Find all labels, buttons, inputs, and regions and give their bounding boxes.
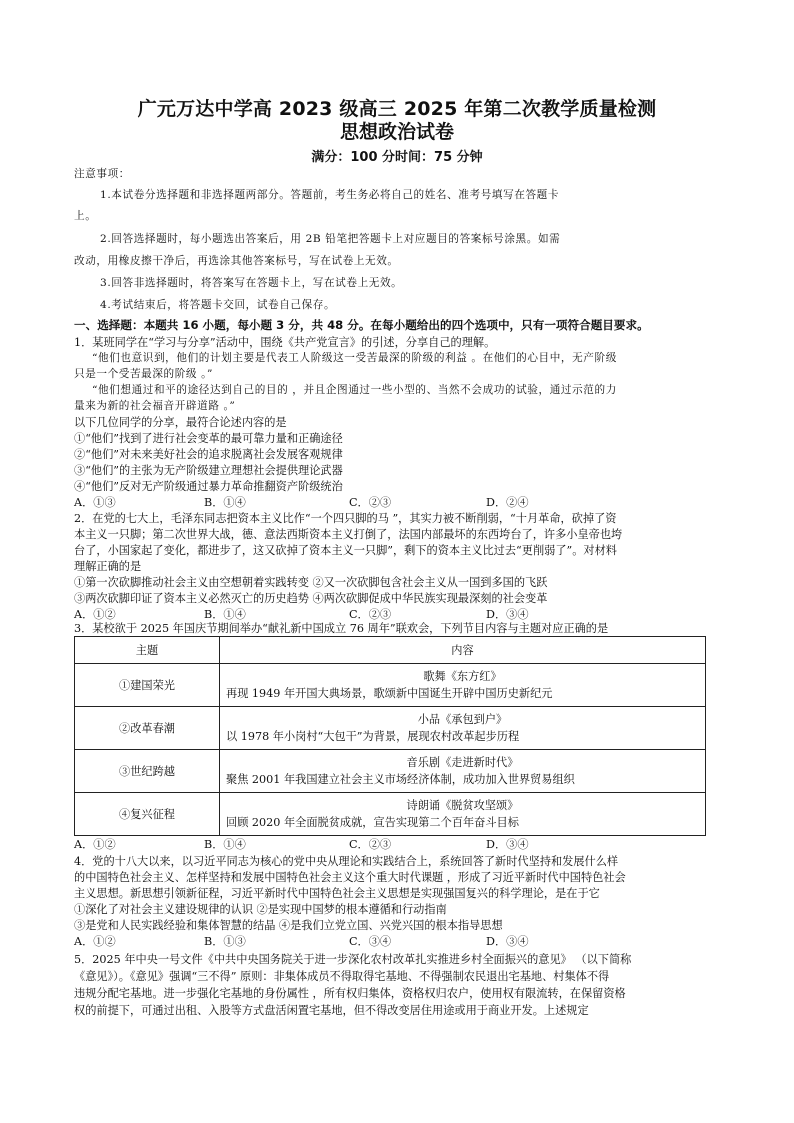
table-header-row bbox=[75, 637, 706, 664]
q4-option-d[interactable]: D．③④ bbox=[486, 935, 529, 948]
table-row bbox=[75, 793, 706, 836]
q4-stem-3: 主义思想。新思想引领新征程，习近平新时代中国特色社会主义思想是实现强国复兴的科学理论，是在于它 bbox=[74, 887, 600, 900]
q4-option-b[interactable]: B．①③ bbox=[204, 935, 246, 948]
q1-option-c[interactable]: C．②③ bbox=[349, 496, 392, 509]
exam-title: 广元万达中学高 2023 级高三 2025 年第二次教学质量检测 bbox=[137, 98, 657, 120]
q4-stem-2: 的中国特色社会主义、怎样坚持和发展中国特色社会主义这个重大时代课题 ，形成了习近平新时代中国特色社会 bbox=[74, 871, 626, 884]
q1-lead: 以下几位同学的分享，最符合论述内容的是 bbox=[74, 416, 287, 429]
q1-statement-2: ②“他们”对未来美好社会的追求脱离社会发展客观规律 bbox=[74, 448, 343, 461]
row-content bbox=[220, 793, 706, 836]
q2-option-a[interactable]: A．①② bbox=[74, 608, 116, 621]
row-desc: 再现 1949 年开国大典场景，歌颂新中国诞生开辟中国历史新纪元 bbox=[226, 687, 553, 700]
q5-stem-1: 5．2025 年中央一号文件《中共中央国务院关于进一步深化农村改革扎实推进乡村全面振兴的意见》 （以下简称 bbox=[74, 953, 632, 966]
q1-option-d[interactable]: D．②④ bbox=[486, 496, 529, 509]
row-title: 歌舞《东方红》 bbox=[423, 670, 502, 683]
row-title: 小品《承包到户》 bbox=[417, 713, 508, 726]
row-desc: 以 1978 年小岗村“大包干”为背景，展现农村改革起步历程 bbox=[226, 730, 520, 743]
q2-stem-1: 2．在党的七大上，毛泽东同志把资本主义比作“一个四只脚的马 ”，其实力被不断削弱，“十月革命，砍掉了资 bbox=[74, 512, 617, 525]
row-desc: 回顾 2020 年全面脱贫成就，宣告实现第二个百年奋斗目标 bbox=[226, 816, 519, 829]
row-content bbox=[220, 664, 706, 707]
q4-option-c[interactable]: C．③④ bbox=[349, 935, 392, 948]
row-content bbox=[220, 707, 706, 750]
table-row bbox=[75, 750, 706, 793]
q1-statement-3: ③“他们”的主张为无产阶级建立理想社会提供理论武器 bbox=[74, 464, 343, 477]
q4-statements-34: ③是党和人民实践经验和集体智慧的结晶 ④是我们立党立国、兴党兴国的根本指导思想 bbox=[74, 919, 503, 932]
exam-subject: 思想政治试卷 bbox=[339, 121, 454, 143]
row-theme: ①建国荣光 bbox=[75, 664, 220, 707]
q4-statements-12: ①深化了对社会主义建设规律的认识 ②是实现中国梦的根本遵循和行动指南 bbox=[74, 903, 447, 916]
q3-stem: 3．某校欲于 2025 年国庆节期间举办“献礼新中国成立 76 周年”联欢会，下列节目内容与主题对应正确的是 bbox=[74, 622, 609, 635]
q1-statement-1: ①“他们”找到了进行社会变革的最可靠力量和正确途径 bbox=[74, 432, 343, 445]
q2-option-b[interactable]: B．①④ bbox=[204, 608, 246, 621]
exam-meta: 满分：100 分时间：75 分钟 bbox=[311, 150, 483, 165]
table-header-content: 内容 bbox=[220, 637, 706, 664]
q5-stem-4: 权的前提下，可通过出租、入股等方式盘活闲置宅基地，但不得改变居住用途或用于商业开发。上述规定 bbox=[74, 1004, 589, 1017]
section-heading: 一、选择题：本题共 16 小题，每小题 3 分，共 48 分。在每小题给出的四个选项中，只有一项符合题目要求。 bbox=[74, 318, 649, 332]
q2-option-c[interactable]: C．②③ bbox=[349, 608, 392, 621]
q2-stem-2: 本主义一只脚；第二次世界大战，德、意法西斯资本主义打倒了，法国内部最坏的东西垮台了，许多小皇帝也垮 bbox=[74, 528, 623, 541]
notice-item-1-cont: 上。 bbox=[74, 210, 97, 222]
q3-option-c[interactable]: C．②③ bbox=[349, 838, 392, 851]
q2-stem-3: 台了，小国家起了变化，都进步了，这又砍掉了资本主义一只脚”，剩下的资本主义比过去“更削弱了”。对材料 bbox=[74, 544, 617, 557]
row-theme: ③世纪跨越 bbox=[75, 750, 220, 793]
q3-option-b[interactable]: B．①④ bbox=[204, 838, 246, 851]
notice-item-2: 2.回答选择题时，每小题选出答案后，用 2B 铅笔把答题卡上对应题目的答案标号涂黑。如需 bbox=[100, 233, 561, 245]
notice-item-1: 1.本试卷分选择题和非选择题两部分。答题前，考生务必将自己的姓名、准考号填写在答题卡 bbox=[100, 189, 560, 201]
q1-quote-2-cont: 量来为新的社会福音开辟道路 。” bbox=[74, 400, 236, 412]
q1-stem: 1．某班同学在“学习与分享”活动中，围绕《共产党宣言》的引述，分享自己的理解。 bbox=[74, 336, 496, 349]
q1-option-a[interactable]: A．①③ bbox=[74, 496, 116, 509]
q3-table bbox=[74, 636, 706, 836]
q1-quote-1-cont: 只是一个受苦最深的阶级 。” bbox=[74, 368, 214, 380]
q4-option-a[interactable]: A．①② bbox=[74, 935, 116, 948]
row-title: 诗朗诵《脱贫攻坚颂》 bbox=[406, 799, 519, 812]
q1-quote-1: “他们也意识到，他们的计划主要是代表工人阶级这一受苦最深的阶级的利益 。在他们的心目中，无产阶级 bbox=[92, 352, 617, 364]
notice-item-3: 3.回答非选择题时，将答案写在答题卡上，写在试卷上无效。 bbox=[100, 277, 403, 289]
q1-quote-2: “他们想通过和平的途径达到自己的目的 ，并且企图通过一些小型的、当然不会成功的试验，通过示范的力 bbox=[92, 384, 617, 396]
q4-stem-1: 4．党的十八大以来，以习近平同志为核心的党中央从理论和实践结合上，系统回答了新时代坚持和发展什么样 bbox=[74, 855, 619, 868]
table-row bbox=[75, 664, 706, 707]
q5-stem-3: 违规分配宅基地。进一步强化宅基地的身份属性 ，所有权归集体，资格权归农户，使用权有限流转，在保留资格 bbox=[74, 987, 626, 1000]
q2-stem-4: 理解正确的是 bbox=[74, 560, 142, 573]
table-header-theme: 主题 bbox=[75, 637, 220, 664]
notice-item-4: 4.考试结束后，将答题卡交回，试卷自己保存。 bbox=[100, 299, 336, 311]
q1-statement-4: ④“他们”反对无产阶级通过暴力革命推翻资产阶级统治 bbox=[74, 480, 343, 493]
q1-option-b[interactable]: B．①④ bbox=[204, 496, 246, 509]
notice-label: 注意事项： bbox=[74, 168, 130, 180]
row-theme: ④复兴征程 bbox=[75, 793, 220, 836]
q3-option-a[interactable]: A．①② bbox=[74, 838, 116, 851]
row-theme: ②改革春潮 bbox=[75, 707, 220, 750]
q2-statements-34: ③两次砍脚印证了资本主义必然灭亡的历史趋势 ④两次砍脚促成中华民族实现最深刻的社会变革 bbox=[74, 592, 548, 605]
row-desc: 聚焦 2001 年我国建立社会主义市场经济体制，成功加入世界贸易组织 bbox=[226, 773, 575, 786]
q5-stem-2: 《意见》）。《意见》强调“三不得” 原则：非集体成员不得取得宅基地、不得强制农民退出宅基地、村集体不得 bbox=[74, 970, 610, 983]
q2-statements-12: ①第一次砍脚推动社会主义由空想朝着实践转变 ②又一次砍脚包含社会主义从一国到多国的飞跃 bbox=[74, 576, 548, 589]
q3-option-d[interactable]: D．③④ bbox=[486, 838, 529, 851]
row-content bbox=[220, 750, 706, 793]
row-title: 音乐剧《走进新时代》 bbox=[406, 756, 519, 769]
q2-option-d[interactable]: D．③④ bbox=[486, 608, 529, 621]
table-row bbox=[75, 707, 706, 750]
notice-item-2-cont: 改动，用橡皮擦干净后，再选涂其他答案标号，写在试卷上无效。 bbox=[74, 255, 399, 267]
